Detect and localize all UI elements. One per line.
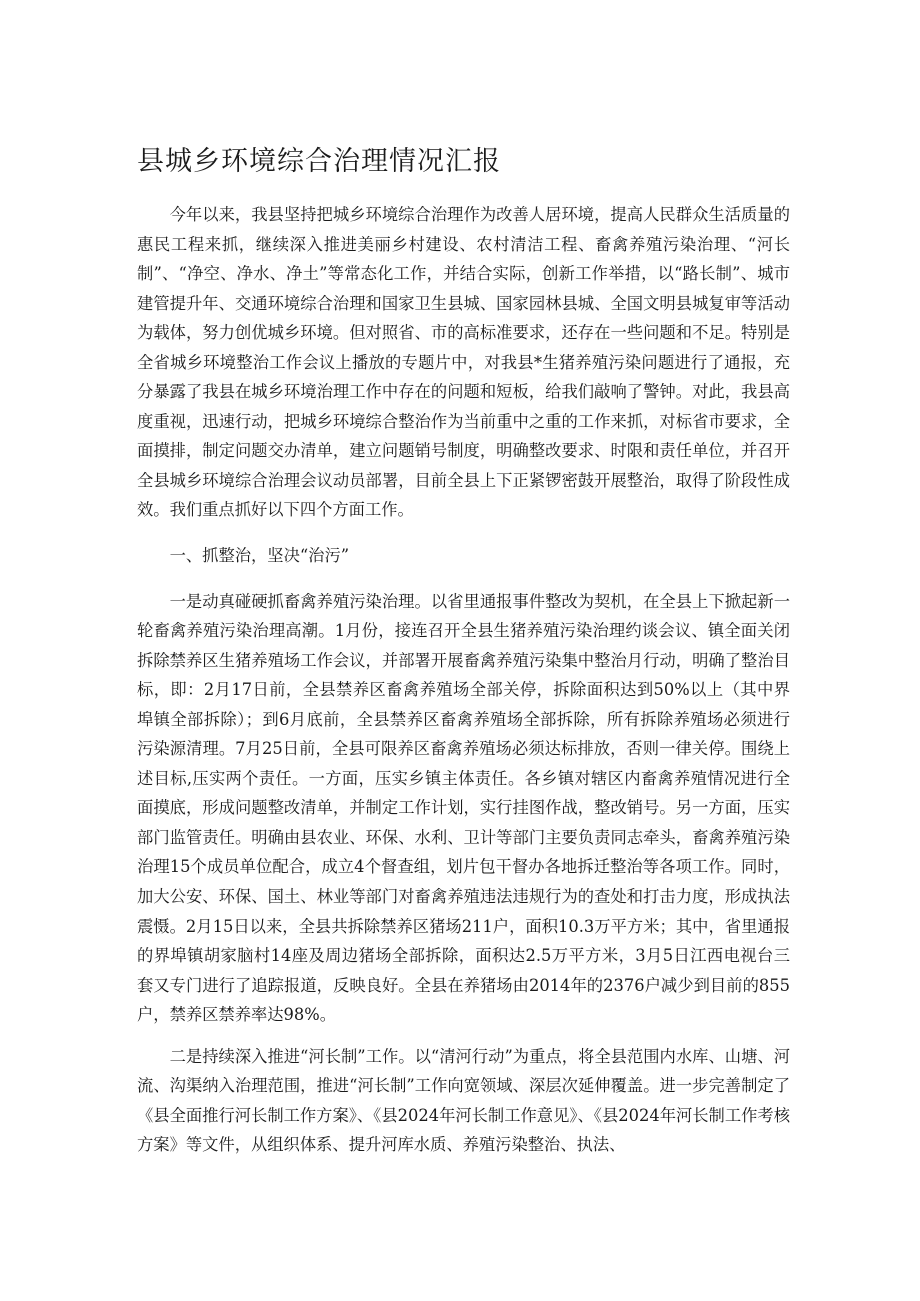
document-title: 县城乡环境综合治理情况汇报: [137, 146, 501, 177]
paragraph-river-chief-system: 二是持续深入推进“河长制”工作。以“清河行动”为重点，将全县范围内水库、山塘、河流、沟渠纳入治理范围，推进“河长制”工作向宽领域、深层次延伸覆盖。进一步完善制定了《县全面推行河长制工作方案》、《县2024年河长制工作意见》、《县2024年河长制工作考核方案》等文件，从组织体系、提升河库水质、养殖污染整治、执法、: [137, 1046, 790, 1155]
intro-paragraph: 今年以来，我县坚持把城乡环境综合治理作为改善人居环境，提高人民群众生活质量的惠民工程来抓，继续深入推进美丽乡村建设、农村清洁工程、畜禽养殖污染治理、“河长制”、“净空、净水、净土”等常态化工作，并结合实际，创新工作举措，以“路长制”、城市建管提升年、交通环境综合治理和国家卫生县城、国家园林县城、全国文明县城复审等活动为载体，努力创优城乡环境。但对照省、市的高标准要求，还存在一些问题和不足。特别是全省城乡环境整治工作会议上播放的专题片中，对我县*生猪养殖污染问题进行了通报，充分暴露了我县在城乡环境治理工作中存在的问题和短板，给我们敲响了警钟。对此，我县高度重视，迅速行动，把城乡环境综合整治作为当前重中之重的工作来抓，对标省市要求，全面摸排，制定问题交办清单，建立问题销号制度，明确整改要求、时限和责任单位，并召开全县城乡环境综合治理会议动员部署，目前全县上下正紧锣密鼓开展整治，取得了阶段性成效。我们重点抓好以下四个方面工作。: [137, 205, 790, 520]
document-body: [137, 200, 790, 1160]
section-heading-one: 一、抓整治，坚决“治污”: [169, 546, 350, 566]
paragraph-livestock-pollution: 一是动真碰硬抓畜禽养殖污染治理。以省里通报事件整改为契机，在全县上下掀起新一轮畜禽养殖污染治理高潮。1月份，接连召开全县生猪养殖污染治理约谈会议、镇全面关闭拆除禁养区生猪养殖场工作会议，并部署开展畜禽养殖污染集中整治月行动，明确了整治目标，即：2月17日前，全县禁养区畜禽养殖场全部关停，拆除面积达到50%以上（其中界埠镇全部拆除）；到6月底前，全县禁养区畜禽养殖场全部拆除，所有拆除养殖场必须进行污染源清理。7月25日前，全县可限养区畜禽养殖场必须达标排放，否则一律关停。围绕上述目标,压实两个责任。一方面，压实乡镇主体责任。各乡镇对辖区内畜禽养殖情况进行全面摸底，形成问题整改清单，并制定工作计划，实行挂图作战，整改销号。另一方面，压实部门监管责任。明确由县农业、环保、水利、卫计等部门主要负责同志牵头，畜禽养殖污染治理15个成员单位配合，成立4个督查组，划片包干督办各地拆迁整治等各项工作。同时，加大公安、环保、国土、林业等部门对畜禽养殖违法违规行为的查处和打击力度，形成执法震慑。2月15日以来，全县共拆除禁养区猪场211户，面积10.3万平方米；其中，省里通报的界埠镇胡家脑村14座及周边猪场全部拆除，面积达2.5万平方米，3月5日江西电视台三套又专门进行了追踪报道，反映良好。全县在养猪场由2014年的2376户减少到目前的855户，禁养区禁养率达98%。: [137, 591, 790, 1025]
